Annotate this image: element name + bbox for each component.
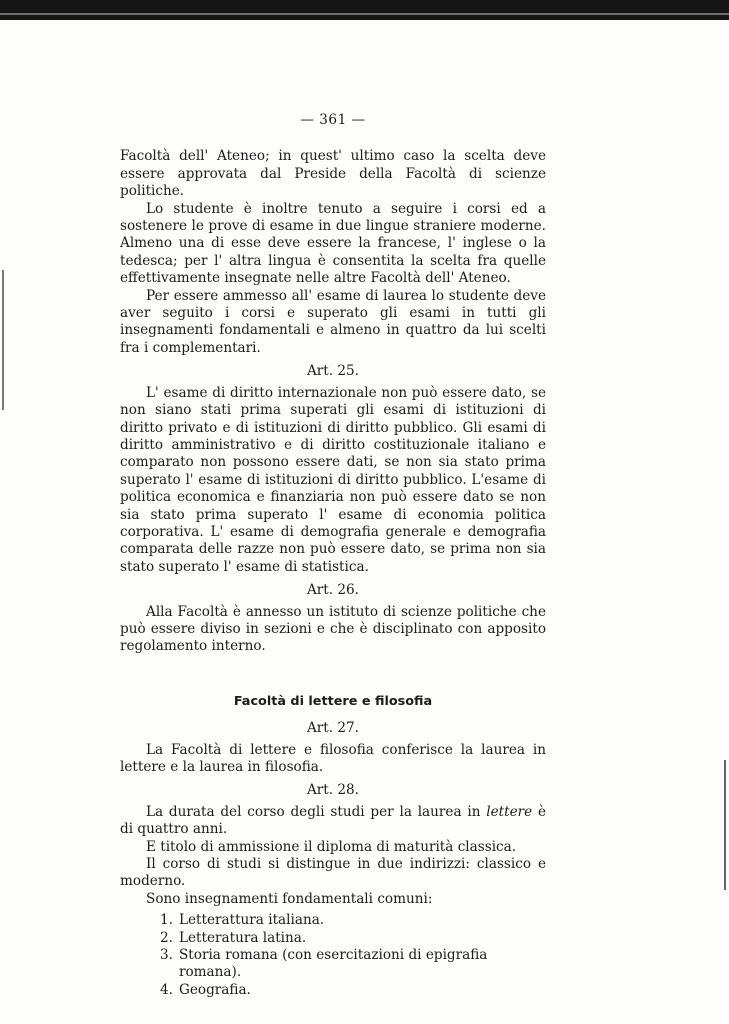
art-28-duration-a: La durata del corso degli studi per la laurea in [146,803,487,820]
scan-right-edge-mark [724,760,726,890]
art-28-admission: E titolo di ammissione il diploma di maturità classica. [146,838,517,855]
list-item-text: Letterattura italiana. [178,912,325,929]
art-27-heading: Art. 27. [306,720,360,737]
scan-left-edge-mark [2,270,4,410]
list-item-number: 4. [160,981,173,998]
list-item [160,930,546,947]
list-item-number: 2. [160,929,173,946]
document-page [120,112,546,999]
art-28-duration-italic: lettere [486,803,533,820]
art-26-text: Alla Facoltà è annesso un istituto di scienze politiche che può essere diviso in sezioni e che è disciplinato con apposito regolamento interno. [120,603,546,655]
art-28-tracks: Il corso di studi si distingue in due indirizzi: classico e moderno. [120,856,546,890]
art-26-heading: Art. 26. [306,582,360,599]
list-item-number: 1. [160,912,173,929]
scan-top-border [0,0,729,20]
page-number: — 361 — [300,112,366,128]
scan-top-border-gap [0,13,729,15]
list-item [160,982,546,999]
list-item [160,912,546,929]
art-27-text: La Facoltà di lettere e filosofia conferisce la laurea in lettere e la laurea in filosofia. [120,741,546,775]
section-title: Facoltà di lettere e filosofia [233,693,433,709]
art-25-text: L' esame di diritto internazionale non può essere dato, se non siano stati prima superati gli esami di istituzioni di diritto privato e di istituzioni di diritto pubblico. Gli esami di diritto amministrativo e di diritto costituzionale italiano e comparato non possono essere dati, se non sia stato prima superato l' esame di istituzioni di diritto pubblico. L'esame di politica economica e finanziaria non può essere dato se non sia stato prima superato l' esame di economia politica corporativa. L' esame di demografia generale e demografia comparata delle razze non può essere dato, se prima non sia stato superato l' esame di statistica. [120,384,546,575]
list-item-text: Letteratura latina. [178,929,307,946]
paragraph-laurea-exam: Per essere ammesso all' esame di laurea lo studente deve aver seguito i corsi e superato gli esami in tutti gli insegnamenti fondamentali e almeno in quattro da lui scelti fra i complementari. [120,287,546,356]
paragraph-continuation: Facoltà dell' Ateneo; in quest' ultimo caso la scelta deve essere approvata dal Preside della Facoltà di scienze politiche. [120,148,546,200]
list-item-text: Storia romana (con esercitazioni di epigrafia romana). [178,947,488,981]
list-item [160,947,546,982]
list-item-number: 3. [160,947,173,964]
art-28-duration-b: è di quattro anni. [120,803,546,838]
art-28-duration [120,804,546,839]
art-28-list-intro: Sono insegnamenti fondamentali comuni: [146,890,433,907]
paragraph-languages: Lo studente è inoltre tenuto a seguire i corsi ed a sostenere le prove di esame in due lingue straniere moderne. Almeno una di esse deve essere la francese, l' inglese o la tedesca; per l' altra lingua è consentita la scelta fra quelle effettivamente insegnate nelle altre Facoltà dell' Ateneo. [120,200,546,287]
subjects-list [120,912,546,999]
art-25-heading: Art. 25. [306,363,360,380]
list-item-text: Geografia. [178,981,251,998]
art-28-heading: Art. 28. [306,782,360,799]
